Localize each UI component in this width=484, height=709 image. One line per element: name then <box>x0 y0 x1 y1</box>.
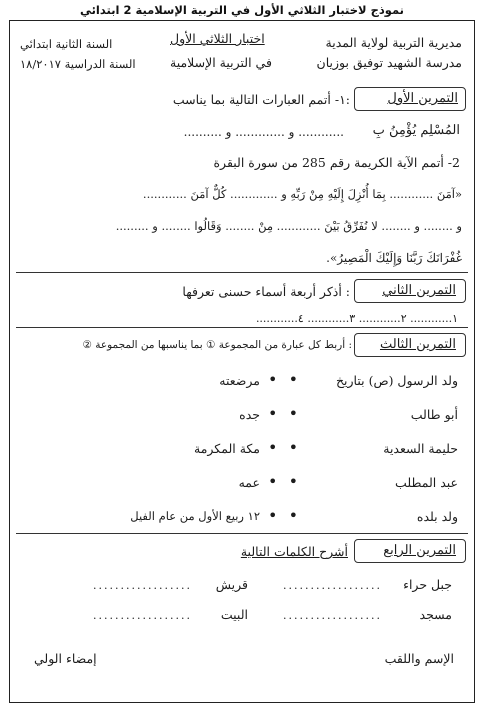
footer-signature-label: إمضاء الولي <box>34 651 97 666</box>
bullet[interactable]: • <box>288 370 298 389</box>
bullet[interactable]: • <box>288 506 298 525</box>
exam-sheet <box>9 20 475 703</box>
ex4-title: التمرين الرابع <box>383 543 456 558</box>
ex3-right-item: ولد بلده <box>416 509 458 524</box>
ex4-word: قريش <box>215 577 248 592</box>
ex4-blank[interactable]: .................. <box>283 579 382 592</box>
page-title: نموذج لاختبار الثلاثي الأول في التربية الإسلامية 2 ابتدائي <box>79 3 404 17</box>
ex3-left-item: ١٢ ربيع الأول من عام الفيل <box>130 509 260 523</box>
bullet[interactable]: • <box>288 472 298 491</box>
divider <box>16 327 468 328</box>
ex4-blank[interactable]: .................. <box>93 579 192 592</box>
ex4-instruction: أشرح الكلمات التالية <box>240 544 348 559</box>
ex4-blank[interactable]: .................. <box>283 609 382 622</box>
ex2-instruction: : أذكر أربعة أسماء حسنى تعرفها <box>182 284 350 299</box>
header-left-line1: السنة الثانية ابتدائي <box>20 37 113 51</box>
ex3-left-item: عمه <box>238 475 260 490</box>
header-center-line1: اختبار الثلاثي الأول <box>170 31 265 46</box>
ex1-verse3: غُفْرَانَكَ رَبَّنَا وَإِلَيْكَ الْمَصِيرُ». <box>326 251 462 265</box>
ex4-word: جبل حراء <box>403 577 452 592</box>
divider <box>16 533 468 534</box>
bullet[interactable]: • <box>268 472 278 491</box>
header-center-line2: في التربية الإسلامية <box>170 55 272 70</box>
bullet[interactable]: • <box>268 404 278 423</box>
footer-name-label: الإسم واللقب <box>384 651 454 666</box>
ex4-blank[interactable]: .................. <box>93 609 192 622</box>
ex1-verse2: و ........ و ........ لا نُفَرِّقُ بَيْنَ ............ مِنْ ........ وَقَالُوا ........ و ......... <box>115 219 462 233</box>
ex3-instruction: : أربط كل عبارة من المجموعة ① بما يناسبها من المجموعة ② <box>82 339 352 351</box>
bullet[interactable]: • <box>288 438 298 457</box>
ex3-right-item: أبو طالب <box>410 407 458 422</box>
ex2-title: التمرين الثاني <box>382 283 456 298</box>
divider <box>16 272 468 273</box>
ex3-left-item: مرضعته <box>219 373 260 388</box>
bullet[interactable]: • <box>268 438 278 457</box>
ex1-instruction1: :١- أتمم العبارات التالية بما يناسب <box>172 92 350 107</box>
header-right-line1: مديرية التربية لولاية المدية <box>325 35 462 50</box>
header-left-line2: السنة الدراسية ١٨/٢٠١٧ <box>20 57 136 71</box>
ex3-left-item: جده <box>239 407 260 422</box>
ex4-word: مسجد <box>419 607 452 622</box>
ex1-line1: المُسْلِم يُؤْمِنُ بِ <box>372 123 460 138</box>
bullet[interactable]: • <box>288 404 298 423</box>
ex1-instruction2: 2- أتمم الآية الكريمة رقم 285 من سورة البقرة <box>213 155 460 170</box>
bullet[interactable]: • <box>268 506 278 525</box>
ex3-right-item: عبد المطلب <box>395 475 458 490</box>
bullet[interactable]: • <box>268 370 278 389</box>
ex3-right-item: حليمة السعدية <box>383 441 458 456</box>
ex4-word: البيت <box>220 607 248 622</box>
ex3-right-item: ولد الرسول (ص) بتاريخ <box>335 373 458 388</box>
ex1-line1-blanks[interactable]: ............ و ............. و .......... <box>183 125 344 139</box>
ex2-blanks[interactable]: ١............ ٢............ ٣............ ٤............ <box>255 312 458 325</box>
ex1-title: التمرين الأول <box>387 91 458 106</box>
ex3-title: التمرين الثالث <box>379 337 456 352</box>
header-right-line2: مدرسة الشهيد توفيق بوزيان <box>316 55 462 70</box>
ex1-verse1: «آمَنَ ............ بِمَا أُنْزِلَ إِلَيْهِ مِنْ رَبِّهِ و ............. كُلٌّ آمَنَ ............ <box>142 187 462 201</box>
ex3-left-item: مكة المكرمة <box>194 441 260 456</box>
